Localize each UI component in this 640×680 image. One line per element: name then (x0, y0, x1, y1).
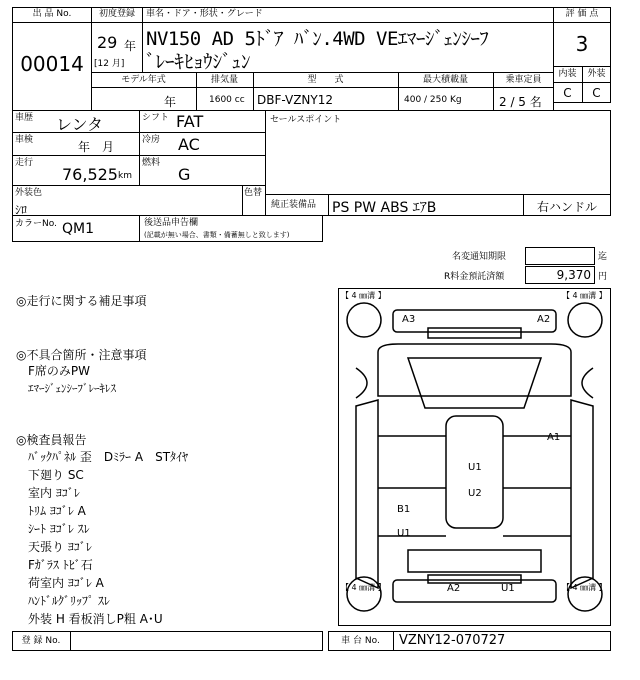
left-wheel-arch-front (356, 368, 367, 398)
grade-divider-3 (553, 82, 611, 83)
rear-plate (428, 575, 521, 583)
mark-b1: B1 (397, 504, 411, 515)
reg-no-label: 登 録 No. (21, 636, 61, 646)
inspector-line-2: 下廻り SC (28, 468, 84, 482)
chassis-value: VZNY12-070727 (399, 633, 506, 648)
door-lines-left (378, 436, 446, 536)
sales-point-label: セールスポイント (270, 115, 342, 125)
first-reg-label: 初度登録 (98, 9, 135, 19)
equipment-label: 純正装備品 (271, 200, 317, 210)
inspector-line-4: ﾄﾘﾑ ﾖｺﾞﾚ A (28, 504, 86, 518)
recycle-unit: 円 (598, 272, 608, 282)
capacity-label: 乗車定員 (505, 75, 542, 85)
mark-a2-top: A2 (537, 314, 551, 325)
details-hline-3 (12, 185, 266, 186)
history-label: 車歴 (15, 113, 34, 123)
wheel-top-right (568, 303, 602, 337)
spec-row-divider (91, 87, 554, 88)
wheel-top-left (347, 303, 381, 337)
details-hline-1 (12, 132, 266, 133)
tire-tr: 【 4 ㎜溝 】 (562, 291, 607, 300)
inspection-label: 車検 (15, 135, 34, 145)
car-diagram (338, 288, 611, 626)
ext-color-value: ｼﾛ (15, 203, 28, 217)
mark-a2-bottom: A2 (447, 583, 461, 594)
load-value: 400 / 250 Kg (404, 95, 462, 105)
first-reg-divider (91, 22, 143, 23)
car-name-line2: ﾞﾚｰｷﾋｮｳｼﾞｭﾝ (146, 51, 251, 73)
inspector-line-8: 荷室内 ﾖｺﾞﾚ A (28, 576, 104, 590)
car-name-divider (142, 22, 554, 23)
inspector-line-6: 天張り ﾖｺﾞﾚ (28, 540, 92, 554)
aftermarket-label: 後送品申告欄 (144, 218, 199, 228)
defects-header: ◎不具合箇所・注意事項 (16, 348, 147, 362)
mileage-unit: km (118, 171, 132, 181)
interior-label: 内装 (558, 69, 577, 79)
color-no-label: カラーNo. (15, 219, 57, 229)
hood-outline (378, 344, 571, 396)
inspector-line-7: Fｶﾞﾗｽ ﾄﾋﾞ石 (28, 558, 93, 572)
ext-color-label: 外装色 (15, 188, 43, 198)
aftermarket-note: (記載が無い場合、書類・備蓄無しと致します) (144, 231, 290, 239)
tire-bl: 【 4 ㎜溝 】 (341, 583, 386, 592)
first-reg-month: [12 月] (94, 59, 125, 69)
mark-a3: A3 (402, 314, 416, 325)
first-reg-year-unit: 年 (124, 39, 137, 53)
recycle-label: R料金預託済額 (444, 272, 505, 282)
rear-window (408, 550, 541, 572)
exterior-label: 外装 (587, 69, 606, 79)
inspector-line-5: ｼｰﾄ ﾖｺﾞﾚ ｽﾚ (28, 522, 90, 536)
model-year-label: モデル年式 (121, 75, 166, 85)
driving-header: ◎走行に関する補足事項 (16, 294, 147, 308)
fuel-value: G (178, 165, 191, 184)
details-hline-2 (12, 155, 266, 156)
car-name-label: 車名・ドア・形状・グレード (146, 9, 263, 19)
grade-value: 3 (575, 32, 589, 56)
mark-a1: A1 (547, 432, 561, 443)
capacity-value: 2 / 5 名 (499, 95, 542, 109)
right-wheel-arch-front (582, 368, 593, 398)
equipment-value: PS PW ABS ｴｱB (332, 200, 437, 216)
left-side (356, 400, 378, 588)
change-deadline-unit: 迄 (598, 252, 608, 262)
change-deadline-box (525, 247, 595, 265)
shift-value: FAT (176, 112, 204, 131)
displacement-label: 排気量 (210, 75, 238, 85)
car-name-line1: NV150 AD 5ﾄﾞｱ ﾊﾞﾝ.4WD VEｴﾏｰｼﾞｪﾝｼｰﾌ (146, 28, 489, 50)
history-value: レンタ (56, 115, 103, 134)
mark-u1-top: U1 (468, 462, 482, 473)
windshield (408, 358, 541, 408)
inspector-header: ◎検査員報告 (16, 433, 87, 447)
steering-value: 右ハンドル (536, 200, 597, 214)
inspector-line-10: 外装 H 看板消しP粗 A･U (28, 612, 163, 626)
lot-number: 00014 (20, 52, 84, 76)
ac-label: 冷房 (142, 135, 161, 145)
ac-value: AC (178, 135, 200, 154)
reg-no-vline (70, 631, 71, 651)
lot-divider (12, 22, 92, 23)
first-reg-year: 29 (97, 33, 118, 52)
inspector-line-9: ﾊﾝﾄﾞﾙｸﾞﾘｯﾌﾟ ｽﾚ (28, 594, 110, 608)
inspector-line-3: 室内 ﾖｺﾞﾚ (28, 486, 80, 500)
mark-u1-left: U1 (397, 528, 411, 539)
shift-label: シフト (142, 113, 170, 123)
equipment-vline-1 (328, 194, 329, 216)
defects-line-2: ｴﾏｰｼﾞｪﾝｼｰﾌﾞﾚｰｷﾚｽ (28, 382, 116, 395)
interior-value: C (563, 86, 572, 100)
lot-label: 出 品 No. (32, 9, 72, 19)
displacement-value: 1600 cc (209, 95, 245, 105)
chassis-vline (393, 631, 394, 651)
defects-line-1: F席のみPW (28, 364, 91, 378)
door-lines-right (503, 436, 571, 536)
type-value: DBF-VZNY12 (257, 93, 334, 107)
grade-label: 評 価 点 (565, 9, 599, 19)
front-grille (428, 328, 521, 338)
fuel-label: 燃料 (142, 158, 161, 168)
exterior-value: C (592, 86, 601, 100)
grade-divider (553, 22, 611, 23)
chassis-label: 車 台 No. (341, 636, 380, 646)
recycle-value: 9,370 (556, 268, 591, 282)
inspector-line-1: ﾊﾞｯｸﾊﾟﾈﾙ 歪 Dﾐﾗｰ A STﾀｲﾔ (28, 450, 189, 464)
mark-u1-bottom: U1 (501, 583, 515, 594)
repaint-label: 色替 (244, 188, 263, 198)
details-vline (139, 110, 140, 185)
change-deadline-label: 名変通知期限 (452, 252, 507, 262)
load-label: 最大積載量 (422, 75, 468, 85)
tire-tl: 【 4 ㎜溝 】 (341, 291, 386, 300)
right-side (571, 400, 593, 588)
mark-u2: U2 (468, 488, 482, 499)
tire-br: 【 4 ㎜溝 】 (562, 583, 607, 592)
inspection-value: 年 月 (78, 140, 115, 154)
model-year-unit: 年 (164, 95, 177, 109)
type-label: 型 式 (307, 75, 344, 85)
color-no-vline (139, 215, 140, 242)
mileage-label: 走行 (15, 158, 34, 168)
color-no-value: QM1 (62, 221, 95, 237)
repaint-vline (242, 185, 243, 216)
mileage-value: 76,525 (62, 165, 118, 184)
